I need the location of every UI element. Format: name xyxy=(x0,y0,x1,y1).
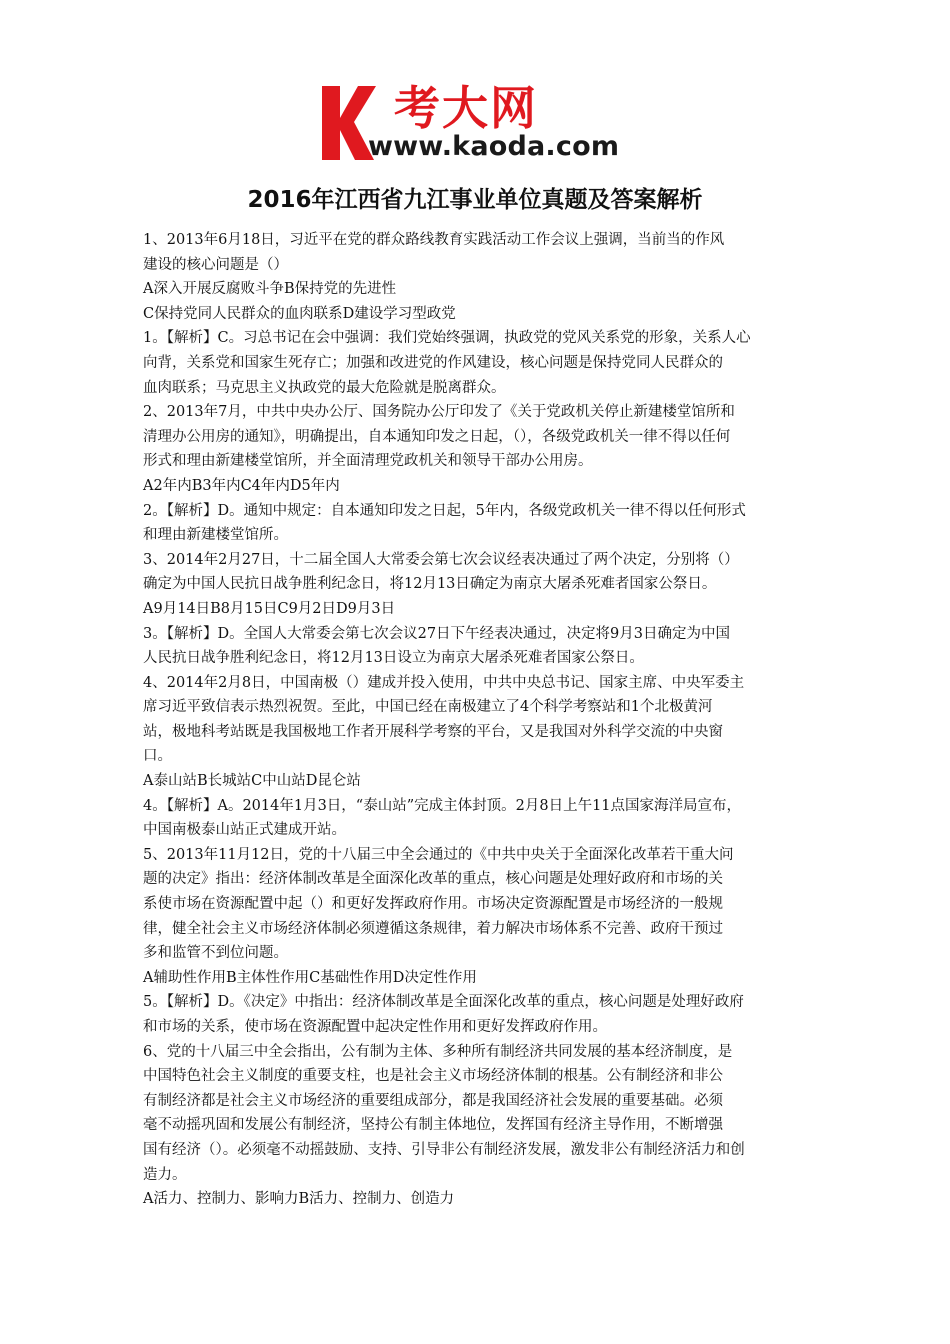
text-line: A泰山站B长城站C中山站D昆仑站 xyxy=(143,773,361,790)
text-line: 席习近平致信表示热烈祝贺。至此，中国已经在南极建立了4个科学考察站和1个北极黄河 xyxy=(143,699,713,716)
text-line: A辅助性作用B主体性作用C基础性作用D决定性作用 xyxy=(143,969,477,986)
text-line: 2、2013年7月，中共中央办公厅、国务院办公厅印发了《关于党政机关停止新建楼堂馆所和 xyxy=(143,404,735,421)
text-line: 2。【解析】D。通知中规定：自本通知印发之日起，5年内，各级党政机关一律不得以任何形式 xyxy=(143,502,746,519)
text-line: 题的决定》指出：经济体制改革是全面深化改革的重点，核心问题是处理好政府和市场的关 xyxy=(143,871,723,888)
text-line: 和理由新建楼堂馆所。 xyxy=(143,527,288,544)
text-line: 5。【解析】D。《决定》中指出：经济体制改革是全面深化改革的重点，核心问题是处理好政府 xyxy=(143,994,744,1011)
text-line: A2年内B3年内C4年内D5年内 xyxy=(143,477,340,494)
text-line: A深入开展反腐败斗争B保持党的先进性 xyxy=(143,281,397,298)
text-line: 国有经济（）。必须毫不动摇鼓励、支持、引导非公有制经济发展，激发非公有制经济活力和创 xyxy=(143,1141,745,1158)
document-body xyxy=(143,228,813,1212)
text-line: 6、党的十八届三中全会指出，公有制为主体、多种所有制经济共同发展的基本经济制度，是 xyxy=(143,1043,733,1060)
document-title: 2016年江西省九江事业单位真题及答案解析 xyxy=(247,187,703,213)
text-line: 中国特色社会主义制度的重要支柱，也是社会主义市场经济体制的根基。公有制经济和非公 xyxy=(143,1068,723,1085)
kaoda-logo xyxy=(318,81,648,164)
text-line: 4。【解析】A。2014年1月3日，“泰山站”完成主体封顶。2月8日上午11点国家海洋局宣布， xyxy=(143,797,742,814)
text-line: 系使市场在资源配置中起（）和更好发挥政府作用。市场决定资源配置是市场经济的一般规 xyxy=(143,896,723,913)
text-line: 和市场的关系，使市场在资源配置中起决定性作用和更好发挥政府作用。 xyxy=(143,1019,607,1035)
text-line: 中国南极泰山站正式建成开站。 xyxy=(143,822,346,839)
text-line: 5、2013年11月12日，党的十八届三中全会通过的《中共中央关于全面深化改革若干重大问 xyxy=(143,846,734,863)
text-line: 4、2014年2月8日，中国南极（）建成并投入使用，中共中央总书记、国家主席、中央军委主 xyxy=(143,674,745,691)
text-line: 口。 xyxy=(143,748,172,765)
text-line: A活力、控制力、影响力B活力、控制力、创造力 xyxy=(143,1191,455,1208)
logo-url-text: www.kaoda.com xyxy=(368,131,620,162)
text-line: 3、2014年2月27日，十二届全国人大常委会第七次会议经表决通过了两个决定，分别将（） xyxy=(143,551,739,568)
text-line: 多和监管不到位问题。 xyxy=(143,945,288,962)
text-line: 造力。 xyxy=(143,1166,187,1183)
text-line: 形式和理由新建楼堂馆所，并全面清理党政机关和领导干部办公用房。 xyxy=(143,453,593,470)
text-line: 血肉联系；马克思主义执政党的最大危险就是脱离群众。 xyxy=(143,379,506,396)
text-line: 清理办公用房的通知》，明确提出，自本通知印发之日起，（），各级党政机关一律不得以任何 xyxy=(143,428,731,445)
text-line: 1。【解析】C。习总书记在会中强调：我们党始终强调，执政党的党风关系党的形象，关系人心 xyxy=(143,330,751,347)
logo-brand-text: 考大网 xyxy=(394,81,538,135)
text-line: 律，健全社会主义市场经济体制必须遵循这条规律，着力解决市场体系不完善、政府干预过 xyxy=(143,920,723,937)
text-line: 确定为中国人民抗日战争胜利纪念日，将12月13日确定为南京大屠杀死难者国家公祭日。 xyxy=(143,576,717,593)
text-line: 向背，关系党和国家生死存亡；加强和改进党的作风建设，核心问题是保持党同人民群众的 xyxy=(143,354,723,371)
text-line: 有制经济都是社会主义市场经济的重要组成部分，都是我国经济社会发展的重要基础。必须 xyxy=(143,1092,723,1109)
text-line: 3。【解析】D。全国人大常委会第七次会议27日下午经表决通过，决定将9月3日确定为中国 xyxy=(143,625,730,642)
text-line: 人民抗日战争胜利纪念日，将12月13日设立为南京大屠杀死难者国家公祭日。 xyxy=(143,650,644,667)
text-line: 1、2013年6月18日，习近平在党的群众路线教育实践活动工作会议上强调，当前当的作风 xyxy=(143,232,725,248)
text-line: 毫不动摇巩固和发展公有制经济，坚持公有制主体地位，发挥国有经济主导作用，不断增强 xyxy=(143,1117,723,1134)
text-line: A9月14日B8月15日C9月2日D9月3日 xyxy=(143,600,396,617)
text-line: C保持党同人民群众的血肉联系D建设学习型政党 xyxy=(143,305,456,322)
text-line: 站，极地科考站既是我国极地工作者开展科学考察的平台，又是我国对外科学交流的中央窗 xyxy=(143,723,723,740)
text-line: 建设的核心问题是（） xyxy=(143,256,288,273)
